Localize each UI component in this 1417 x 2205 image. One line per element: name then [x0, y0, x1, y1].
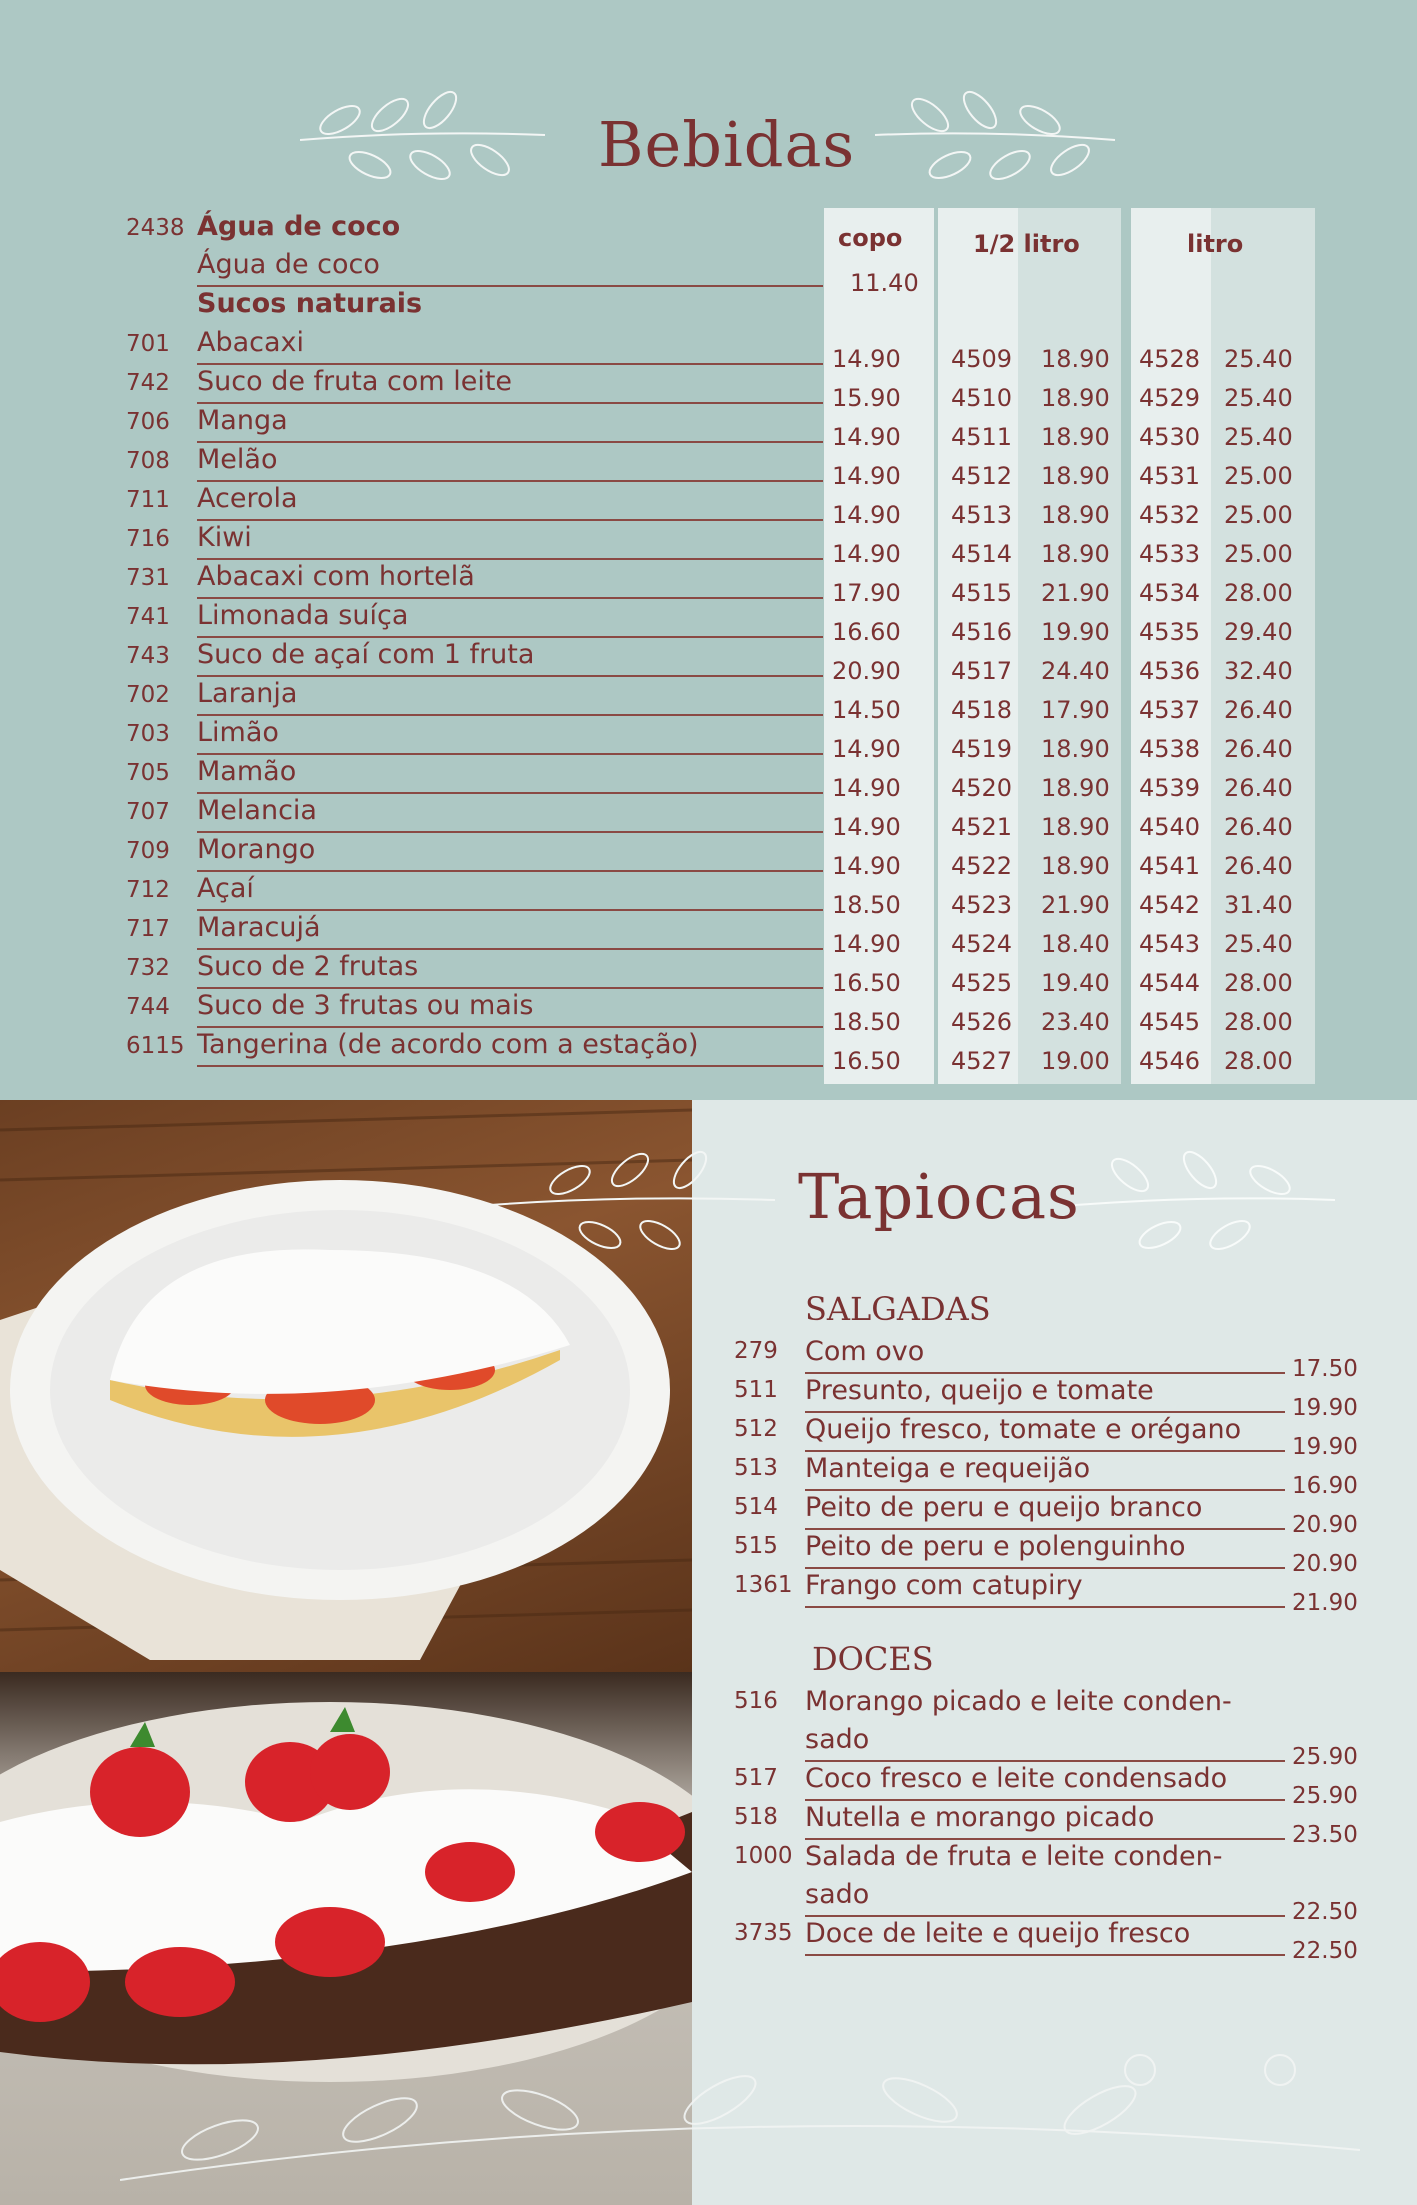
- item-price: 25.90: [1292, 1783, 1358, 1809]
- menu-row: [0, 1918, 1417, 1964]
- item-code: 707: [126, 799, 170, 825]
- code-meio-litro: 4518: [951, 696, 1013, 724]
- sucos-heading-row: [0, 288, 1417, 326]
- row-divider: [197, 753, 823, 755]
- item-name: Nutella e morango picado: [805, 1802, 1155, 1833]
- row-divider: [197, 285, 823, 287]
- code-litro: 4543: [1139, 930, 1201, 958]
- code-meio-litro: 4519: [951, 735, 1013, 763]
- menu-row: [0, 639, 1417, 685]
- row-divider: [197, 519, 823, 521]
- row-divider: [805, 1954, 1285, 1956]
- code-meio-litro: 4516: [951, 618, 1013, 646]
- item-price: 21.90: [1292, 1590, 1358, 1616]
- item-name: Kiwi: [197, 522, 252, 553]
- code-meio-litro: 4514: [951, 540, 1013, 568]
- code-litro: 4536: [1139, 657, 1201, 685]
- price-copo: 17.90: [832, 579, 901, 607]
- code-meio-litro: 4511: [951, 423, 1013, 451]
- agua-coco-heading-row: [0, 211, 1417, 249]
- menu-row: [0, 1802, 1417, 1848]
- row-divider: [805, 1606, 1285, 1608]
- price-meio-litro: 18.90: [1041, 423, 1110, 451]
- price-copo: 14.90: [832, 540, 901, 568]
- price-litro: 28.00: [1224, 969, 1293, 997]
- header-meio-litro: 1/2 litro: [973, 230, 1080, 258]
- menu-row: [0, 366, 1417, 412]
- item-price: 23.50: [1292, 1822, 1358, 1848]
- row-divider: [805, 1838, 1285, 1840]
- item-price: 22.50: [1292, 1938, 1358, 1964]
- item-code: 2438: [126, 215, 185, 241]
- menu-row: [0, 1686, 1417, 1770]
- code-litro: 4535: [1139, 618, 1201, 646]
- price-copo: 14.90: [832, 930, 901, 958]
- price-litro: 29.40: [1224, 618, 1293, 646]
- item-code: 716: [126, 526, 170, 552]
- item-name: Suco de açaí com 1 fruta: [197, 639, 535, 670]
- row-divider: [197, 441, 823, 443]
- price-meio-litro: 19.90: [1041, 618, 1110, 646]
- item-name-continued: sado: [805, 1724, 870, 1755]
- price-meio-litro: 18.40: [1041, 930, 1110, 958]
- menu-row: [0, 483, 1417, 529]
- item-code: 515: [734, 1533, 778, 1559]
- price-meio-litro: 18.90: [1041, 384, 1110, 412]
- menu-row: [0, 327, 1417, 373]
- row-divider: [197, 402, 823, 404]
- price-copo: 16.60: [832, 618, 901, 646]
- code-litro: 4529: [1139, 384, 1201, 412]
- item-code: 731: [126, 565, 170, 591]
- row-divider: [805, 1567, 1285, 1569]
- item-code: 703: [126, 721, 170, 747]
- code-litro: 4530: [1139, 423, 1201, 451]
- item-code: 514: [734, 1494, 778, 1520]
- menu-row: [0, 1336, 1417, 1382]
- header-litro: litro: [1187, 230, 1244, 258]
- row-divider: [197, 870, 823, 872]
- salgadas-heading: SALGADAS: [805, 1290, 991, 1328]
- item-code: 708: [126, 448, 170, 474]
- price-meio-litro: 18.90: [1041, 345, 1110, 373]
- code-meio-litro: 4527: [951, 1047, 1013, 1075]
- price-litro: 26.40: [1224, 813, 1293, 841]
- item-price: 19.90: [1292, 1395, 1358, 1421]
- row-divider: [197, 1065, 823, 1067]
- item-name: Doce de leite e queijo fresco: [805, 1918, 1191, 1949]
- header-copo: copo: [838, 224, 903, 252]
- item-code: 744: [126, 994, 170, 1020]
- price-copo: 18.50: [832, 1008, 901, 1036]
- code-meio-litro: 4520: [951, 774, 1013, 802]
- row-divider: [805, 1799, 1285, 1801]
- item-name: Com ovo: [805, 1336, 925, 1367]
- item-code: 516: [734, 1688, 778, 1714]
- price-meio-litro: 18.90: [1041, 462, 1110, 490]
- code-meio-litro: 4515: [951, 579, 1013, 607]
- code-meio-litro: 4523: [951, 891, 1013, 919]
- item-name: Suco de 3 frutas ou mais: [197, 990, 534, 1021]
- item-code: 743: [126, 643, 170, 669]
- price-meio-litro: 18.90: [1041, 852, 1110, 880]
- price-litro: 26.40: [1224, 774, 1293, 802]
- item-name: Acerola: [197, 483, 298, 514]
- item-code: 742: [126, 370, 170, 396]
- item-name: Mamão: [197, 756, 297, 787]
- price-litro: 25.00: [1224, 540, 1293, 568]
- item-price: 19.90: [1292, 1434, 1358, 1460]
- row-divider: [197, 1026, 823, 1028]
- item-name: Tangerina (de acordo com a estação): [197, 1029, 699, 1060]
- menu-row: [0, 834, 1417, 880]
- menu-row: [0, 1492, 1417, 1538]
- row-divider: [197, 480, 823, 482]
- menu-row: [0, 1570, 1417, 1616]
- item-code: 732: [126, 955, 170, 981]
- item-price: 20.90: [1292, 1551, 1358, 1577]
- price-litro: 25.40: [1224, 345, 1293, 373]
- price-meio-litro: 18.90: [1041, 735, 1110, 763]
- item-name: Abacaxi com hortelã: [197, 561, 475, 592]
- row-divider: [805, 1915, 1285, 1917]
- item-name: Maracujá: [197, 912, 321, 943]
- item-name: Água de coco: [197, 249, 380, 280]
- code-litro: 4541: [1139, 852, 1201, 880]
- code-meio-litro: 4509: [951, 345, 1013, 373]
- item-name: Morango picado e leite conden-: [805, 1686, 1232, 1717]
- row-divider: [197, 675, 823, 677]
- item-code: 1361: [734, 1572, 793, 1598]
- item-code: 705: [126, 760, 170, 786]
- item-name: Melancia: [197, 795, 317, 826]
- menu-row: [0, 1453, 1417, 1499]
- price-copo: 11.40: [850, 269, 919, 297]
- row-divider: [805, 1760, 1285, 1762]
- row-divider: [805, 1450, 1285, 1452]
- item-code: 517: [734, 1765, 778, 1791]
- price-litro: 25.00: [1224, 462, 1293, 490]
- price-copo: 15.90: [832, 384, 901, 412]
- item-code: 702: [126, 682, 170, 708]
- section-heading: Água de coco: [197, 211, 401, 242]
- code-meio-litro: 4513: [951, 501, 1013, 529]
- code-litro: 4542: [1139, 891, 1201, 919]
- price-litro: 25.00: [1224, 501, 1293, 529]
- section-heading: Sucos naturais: [197, 288, 423, 319]
- item-code: 3735: [734, 1920, 793, 1946]
- price-litro: 28.00: [1224, 579, 1293, 607]
- row-divider: [197, 948, 823, 950]
- menu-row: [0, 1029, 1417, 1075]
- item-name: Coco fresco e leite condensado: [805, 1763, 1228, 1794]
- price-copo: 18.50: [832, 891, 901, 919]
- code-litro: 4528: [1139, 345, 1201, 373]
- code-litro: 4537: [1139, 696, 1201, 724]
- item-price: 17.50: [1292, 1356, 1358, 1382]
- item-code: 6115: [126, 1033, 185, 1059]
- row-divider: [805, 1489, 1285, 1491]
- item-name: Morango: [197, 834, 316, 865]
- item-code: 741: [126, 604, 170, 630]
- code-litro: 4540: [1139, 813, 1201, 841]
- price-litro: 28.00: [1224, 1008, 1293, 1036]
- menu-row: [0, 249, 1417, 297]
- row-divider: [197, 714, 823, 716]
- code-litro: 4531: [1139, 462, 1201, 490]
- menu-row: [0, 756, 1417, 802]
- price-litro: 25.40: [1224, 930, 1293, 958]
- item-price: 25.90: [1292, 1744, 1358, 1770]
- item-name: Suco de fruta com leite: [197, 366, 513, 397]
- price-copo: 14.90: [832, 345, 901, 373]
- price-meio-litro: 18.90: [1041, 540, 1110, 568]
- code-meio-litro: 4524: [951, 930, 1013, 958]
- menu-row: [0, 600, 1417, 646]
- price-copo: 20.90: [832, 657, 901, 685]
- item-name: Melão: [197, 444, 278, 475]
- item-name: Frango com catupiry: [805, 1570, 1083, 1601]
- row-divider: [197, 909, 823, 911]
- menu-row: [0, 1531, 1417, 1577]
- item-name: Limão: [197, 717, 279, 748]
- code-meio-litro: 4510: [951, 384, 1013, 412]
- price-litro: 26.40: [1224, 852, 1293, 880]
- price-copo: 16.50: [832, 969, 901, 997]
- menu-row: [0, 444, 1417, 490]
- item-code: 701: [126, 331, 170, 357]
- doces-heading: DOCES: [812, 1640, 934, 1678]
- item-code: 512: [734, 1416, 778, 1442]
- floral-border-icon: [120, 2030, 1360, 2200]
- menu-row: [0, 990, 1417, 1036]
- price-meio-litro: 24.40: [1041, 657, 1110, 685]
- row-divider: [197, 636, 823, 638]
- price-copo: 14.90: [832, 774, 901, 802]
- item-code: 717: [126, 916, 170, 942]
- leaf-ornament-icon: [1070, 1140, 1340, 1260]
- item-name: Manga: [197, 405, 288, 436]
- price-meio-litro: 23.40: [1041, 1008, 1110, 1036]
- leaf-ornament-icon: [870, 80, 1120, 200]
- item-price: 16.90: [1292, 1473, 1358, 1499]
- price-copo: 14.90: [832, 813, 901, 841]
- code-meio-litro: 4522: [951, 852, 1013, 880]
- item-code: 712: [126, 877, 170, 903]
- price-copo: 14.90: [832, 735, 901, 763]
- price-copo: 14.90: [832, 852, 901, 880]
- menu-row: [0, 561, 1417, 607]
- code-litro: 4532: [1139, 501, 1201, 529]
- menu-row: [0, 873, 1417, 919]
- code-litro: 4534: [1139, 579, 1201, 607]
- menu-row: [0, 522, 1417, 568]
- leaf-ornament-icon: [300, 80, 550, 200]
- row-divider: [197, 987, 823, 989]
- price-litro: 25.40: [1224, 423, 1293, 451]
- item-code: 518: [734, 1804, 778, 1830]
- row-divider: [197, 363, 823, 365]
- menu-row: [0, 1375, 1417, 1421]
- price-litro: 28.00: [1224, 1047, 1293, 1075]
- price-copo: 14.50: [832, 696, 901, 724]
- code-meio-litro: 4512: [951, 462, 1013, 490]
- row-divider: [805, 1372, 1285, 1374]
- menu-row: [0, 405, 1417, 451]
- price-meio-litro: 17.90: [1041, 696, 1110, 724]
- row-divider: [805, 1528, 1285, 1530]
- item-name: Limonada suíça: [197, 600, 409, 631]
- price-meio-litro: 19.00: [1041, 1047, 1110, 1075]
- price-litro: 25.40: [1224, 384, 1293, 412]
- row-divider: [197, 831, 823, 833]
- item-price: 20.90: [1292, 1512, 1358, 1538]
- menu-row: [0, 951, 1417, 997]
- item-price: 22.50: [1292, 1899, 1358, 1925]
- code-litro: 4538: [1139, 735, 1201, 763]
- item-code: 709: [126, 838, 170, 864]
- bebidas-title: Bebidas: [598, 108, 856, 181]
- item-name: Manteiga e requeijão: [805, 1453, 1091, 1484]
- item-name: Presunto, queijo e tomate: [805, 1375, 1154, 1406]
- price-litro: 32.40: [1224, 657, 1293, 685]
- code-litro: 4539: [1139, 774, 1201, 802]
- menu-row: [0, 678, 1417, 724]
- item-code: 1000: [734, 1843, 793, 1869]
- leaf-ornament-icon: [490, 1140, 780, 1260]
- row-divider: [805, 1411, 1285, 1413]
- price-copo: 14.90: [832, 501, 901, 529]
- item-name: Salada de fruta e leite conden-: [805, 1841, 1223, 1872]
- code-meio-litro: 4521: [951, 813, 1013, 841]
- price-litro: 26.40: [1224, 696, 1293, 724]
- menu-row: [0, 795, 1417, 841]
- item-name: Suco de 2 frutas: [197, 951, 419, 982]
- code-meio-litro: 4517: [951, 657, 1013, 685]
- item-name: Queijo fresco, tomate e orégano: [805, 1414, 1242, 1445]
- menu-row: [0, 1763, 1417, 1809]
- price-copo: 14.90: [832, 462, 901, 490]
- menu-row: [0, 912, 1417, 958]
- menu-row: [0, 717, 1417, 763]
- item-code: 279: [734, 1338, 778, 1364]
- item-code: 706: [126, 409, 170, 435]
- item-code: 511: [734, 1377, 778, 1403]
- menu-row: [0, 1414, 1417, 1460]
- item-name: Laranja: [197, 678, 298, 709]
- price-copo: 14.90: [832, 423, 901, 451]
- price-meio-litro: 21.90: [1041, 891, 1110, 919]
- item-code: 513: [734, 1455, 778, 1481]
- code-meio-litro: 4526: [951, 1008, 1013, 1036]
- item-code: 711: [126, 487, 170, 513]
- price-litro: 31.40: [1224, 891, 1293, 919]
- price-meio-litro: 18.90: [1041, 774, 1110, 802]
- row-divider: [197, 597, 823, 599]
- price-litro: 26.40: [1224, 735, 1293, 763]
- code-litro: 4545: [1139, 1008, 1201, 1036]
- code-litro: 4544: [1139, 969, 1201, 997]
- item-name: Açaí: [197, 873, 254, 904]
- item-name-continued: sado: [805, 1879, 870, 1910]
- code-meio-litro: 4525: [951, 969, 1013, 997]
- price-meio-litro: 21.90: [1041, 579, 1110, 607]
- item-name: Peito de peru e polenguinho: [805, 1531, 1186, 1562]
- price-meio-litro: 18.90: [1041, 813, 1110, 841]
- price-meio-litro: 19.40: [1041, 969, 1110, 997]
- tapiocas-title: Tapiocas: [798, 1160, 1080, 1233]
- code-litro: 4546: [1139, 1047, 1201, 1075]
- row-divider: [197, 558, 823, 560]
- code-litro: 4533: [1139, 540, 1201, 568]
- price-meio-litro: 18.90: [1041, 501, 1110, 529]
- menu-row: [0, 1841, 1417, 1925]
- item-name: Peito de peru e queijo branco: [805, 1492, 1203, 1523]
- item-name: Abacaxi: [197, 327, 305, 358]
- row-divider: [197, 792, 823, 794]
- price-copo: 16.50: [832, 1047, 901, 1075]
